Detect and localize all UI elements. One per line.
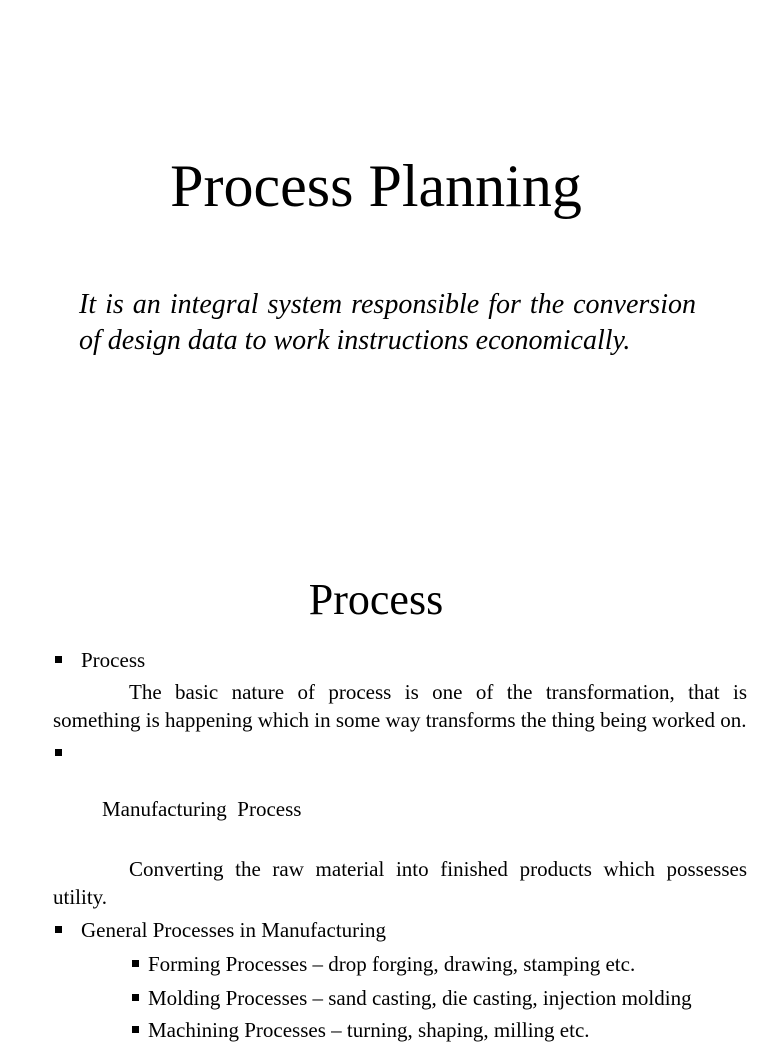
square-bullet-icon <box>55 656 62 663</box>
list-item-label: General Processes in Manufacturing <box>81 918 386 942</box>
page-title: Process Planning <box>170 153 582 219</box>
sub-list-item <box>148 1016 747 1044</box>
list-item <box>53 916 747 944</box>
sub-list-item <box>148 984 747 1012</box>
sub-list-item-label: Machining Processes – turning, shaping, milling etc. <box>148 1018 590 1042</box>
list-item-description: The basic nature of process is one of the transformation, that is something is happening which in some way transforms the thing being worked on. <box>53 680 747 732</box>
list-item-label: Process <box>81 648 146 672</box>
sub-list-item-label: Forming Processes – drop forging, drawing, stamping etc. <box>148 952 636 976</box>
square-bullet-icon <box>55 749 62 756</box>
square-bullet-icon <box>55 926 62 933</box>
bullet-list <box>53 646 747 1044</box>
list-item-description: Converting the raw material into finished products which possesses utility. <box>53 857 747 909</box>
list-item <box>53 646 747 674</box>
sub-list-item <box>148 950 747 978</box>
sub-list-item-label: Molding Processes – sand casting, die casting, injection molding <box>148 986 692 1010</box>
definition-text: It is an integral system responsible for the conversion of design data to work instructions economically. <box>79 289 696 356</box>
square-bullet-icon <box>132 1026 139 1033</box>
list-item <box>53 739 747 851</box>
square-bullet-icon <box>132 960 139 967</box>
section-title: Process <box>308 575 444 624</box>
list-item-label: Manufacturing Process <box>102 797 302 821</box>
square-bullet-icon <box>132 994 139 1001</box>
